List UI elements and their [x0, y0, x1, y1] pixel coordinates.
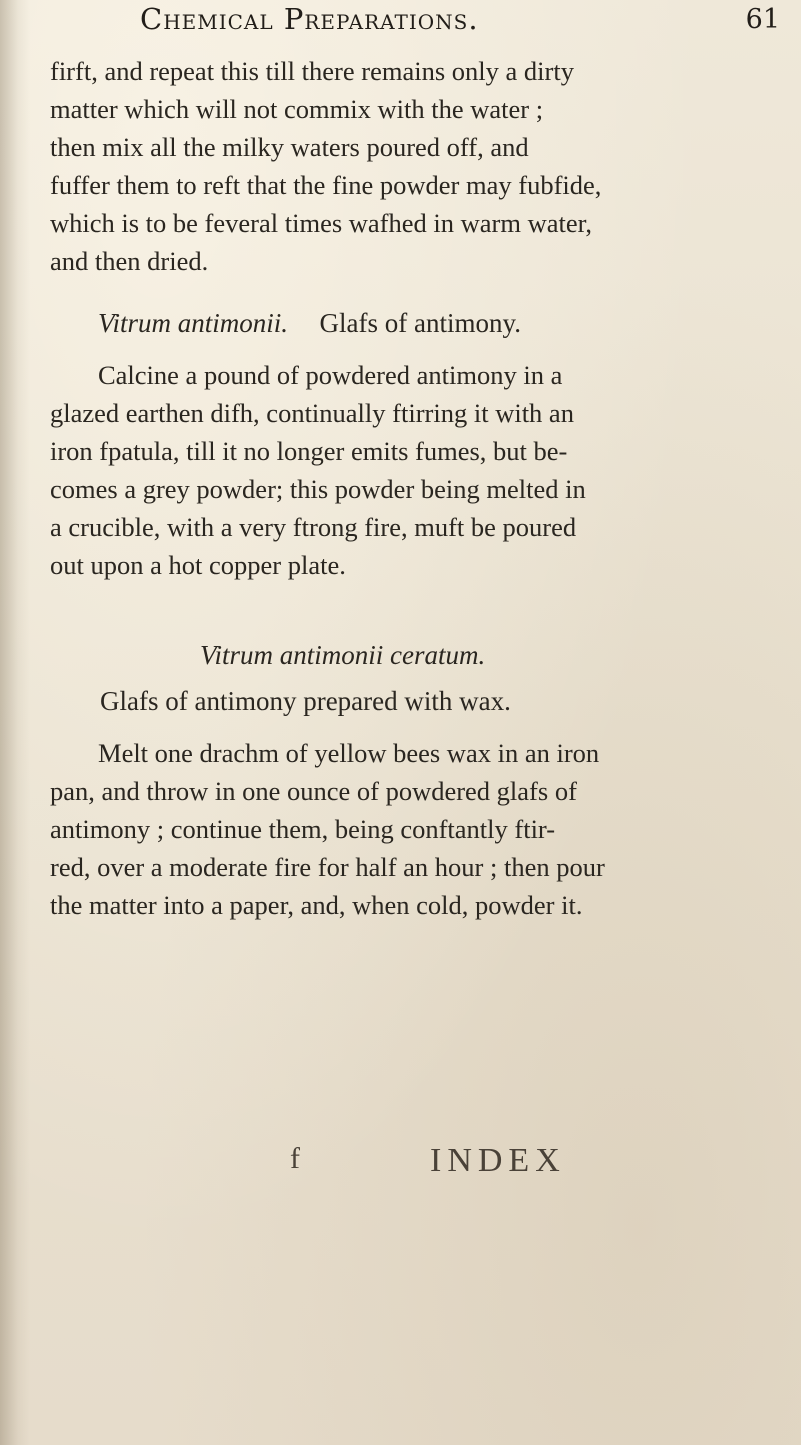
paragraph-continuation: [50, 52, 780, 280]
text-line: matter which will not commix with the water ;: [50, 94, 544, 124]
text-line: iron fpatula, till it no longer emits fumes, but be-: [50, 436, 568, 466]
text-line: the matter into a paper, and, when cold, powder it.: [50, 890, 583, 920]
text-line: comes a grey powder; this powder being melted in: [50, 474, 586, 504]
text-line: out upon a hot copper plate.: [50, 550, 346, 580]
section-heading-latin: [200, 640, 485, 671]
text-line: Calcine a pound of powdered antimony in a: [98, 360, 563, 390]
text-line: firft, and repeat this till there remains only a dirty: [50, 56, 574, 86]
binding-shadow: [0, 0, 30, 1445]
running-head: [40, 2, 780, 38]
text-line: which is to be feveral times wafhed in warm water,: [50, 208, 592, 238]
text-line: glazed earthen difh, continually ftirring it with an: [50, 398, 574, 428]
text-line: and then dried.: [50, 246, 209, 276]
signature-mark: f: [290, 1142, 300, 1175]
text-line: Melt one drachm of yellow bees wax in an iron: [98, 738, 600, 768]
english-title: Glafs of antimony.: [319, 308, 521, 338]
latin-title: Vitrum antimonii ceratum.: [200, 640, 486, 670]
text-line: antimony ; continue them, being conftantly ftir-: [50, 814, 556, 844]
section-heading-glass-of-antimony: [98, 308, 521, 339]
section-heading-english: [100, 686, 511, 717]
text-line: a crucible, with a very ftrong fire, muft be poured: [50, 512, 577, 542]
running-head-title: Chemical Preparations.: [140, 2, 479, 36]
page-number: 61: [745, 4, 780, 35]
text-line: red, over a moderate fire for half an hour ; then pour: [50, 852, 605, 882]
english-title: Glafs of antimony prepared with wax.: [100, 686, 511, 716]
latin-title: Vitrum antimonii.: [98, 308, 289, 338]
section-1-body: [50, 356, 780, 584]
text-line: pan, and throw in one ounce of powdered glafs of: [50, 776, 577, 806]
index-catchword: INDEX: [430, 1142, 566, 1179]
section-2-body: [50, 734, 780, 924]
text-line: then mix all the milky waters poured off, and: [50, 132, 529, 162]
text-line: fuffer them to reft that the fine powder may fubfide,: [50, 170, 602, 200]
